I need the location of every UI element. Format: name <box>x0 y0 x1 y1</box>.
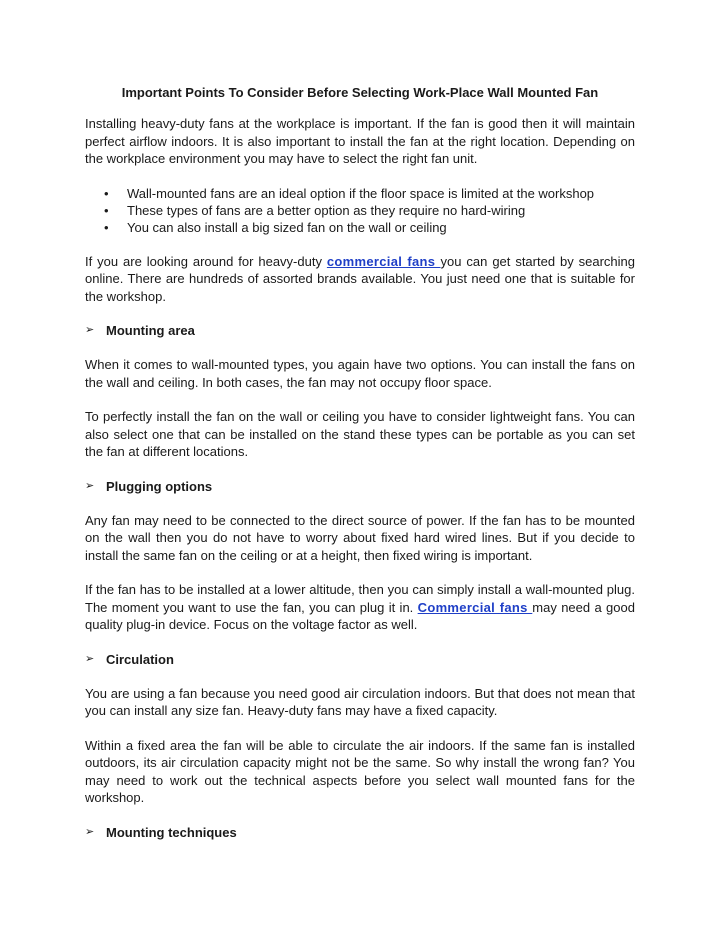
bullet-icon: • <box>104 185 109 201</box>
section-paragraph-text-start: If the fan has to be installed at a lower altitude, then you can simply install a wall-mounted plug. The moment you want to use the fan, you can plug it in. <box>85 582 635 615</box>
section-paragraph: Any fan may need to be connected to the direct source of power. If the fan has to be mounted on the wall then you do not have to worry about fixed hard wired lines. But if you decide to install the same fan on the ceiling or at a height, then fixed wiring is important. <box>85 512 635 563</box>
section-heading-text: Mounting techniques <box>106 824 237 840</box>
intro-paragraph: Installing heavy-duty fans at the workplace is important. If the fan is good then it will maintain perfect airflow indoors. It is also important to install the fan at the right location. Depending on the workplace environment you may have to select the right fan unit. <box>85 116 635 166</box>
section-paragraph: You are using a fan because you need good air circulation indoors. But that does not mean that you can install any size fan. Heavy-duty fans may have a fixed capacity. <box>85 685 635 718</box>
section-heading-circulation <box>85 651 635 668</box>
section-paragraph <box>85 581 635 634</box>
section-heading-mounting-area <box>85 322 635 339</box>
section-paragraph-text-end: may need a good quality plug-in device. Focus on the voltage factor as well. <box>85 599 635 632</box>
arrow-bullet-icon: ➢ <box>85 479 95 492</box>
search-paragraph-text-start: If you are looking around for heavy-duty <box>85 253 327 269</box>
bullet-item <box>85 219 635 236</box>
bullet-icon: • <box>104 202 109 218</box>
search-paragraph <box>85 253 635 306</box>
bullet-item <box>85 202 635 219</box>
document-title: Important Points To Consider Before Selecting Work-Place Wall Mounted Fan <box>121 85 599 100</box>
section-paragraph: When it comes to wall-mounted types, you again have two options. You can install the fans on the wall and ceiling. In both cases, the fan may not occupy floor space. <box>85 357 635 390</box>
arrow-bullet-icon: ➢ <box>85 324 95 336</box>
search-paragraph-text-end: you can get started by searching online. There are hundreds of assorted brands available. You just need one that is suitable for the workshop. <box>85 253 636 304</box>
bullet-text: You can also install a big sized fan on the wall or ceiling <box>127 219 447 235</box>
section-heading-text: Plugging options <box>106 478 213 494</box>
bullet-item <box>85 185 635 202</box>
section-paragraph: Within a fixed area the fan will be able to circulate the air indoors. If the same fan is installed outdoors, its air circulation capacity might not be the same. So why install the wrong fan? You may need to work out the technical aspects before you select wall mounted fans for the workshop. <box>85 737 635 805</box>
bullet-text: These types of fans are a better option as they require no hard-wiring <box>127 202 526 218</box>
arrow-bullet-icon: ➢ <box>85 825 95 838</box>
section-paragraph: To perfectly install the fan on the wall or ceiling you have to consider lightweight fans. You can also select one that can be installed on the stand these types can be portable as you can set the fan at different locations. <box>85 409 635 459</box>
bullet-list <box>85 185 635 236</box>
arrow-bullet-icon: ➢ <box>85 652 95 665</box>
section-heading-plugging-options <box>85 478 635 495</box>
section-heading-text: Mounting area <box>106 323 195 338</box>
bullet-text: Wall-mounted fans are an ideal option if the floor space is limited at the workshop <box>127 185 595 201</box>
commercial-fans-link-2[interactable]: Commercial fans <box>417 599 533 615</box>
bullet-icon: • <box>104 219 109 235</box>
section-heading-text: Circulation <box>106 651 174 667</box>
section-heading-mounting-techniques <box>85 824 635 841</box>
commercial-fans-link[interactable]: commercial fans <box>326 253 441 269</box>
